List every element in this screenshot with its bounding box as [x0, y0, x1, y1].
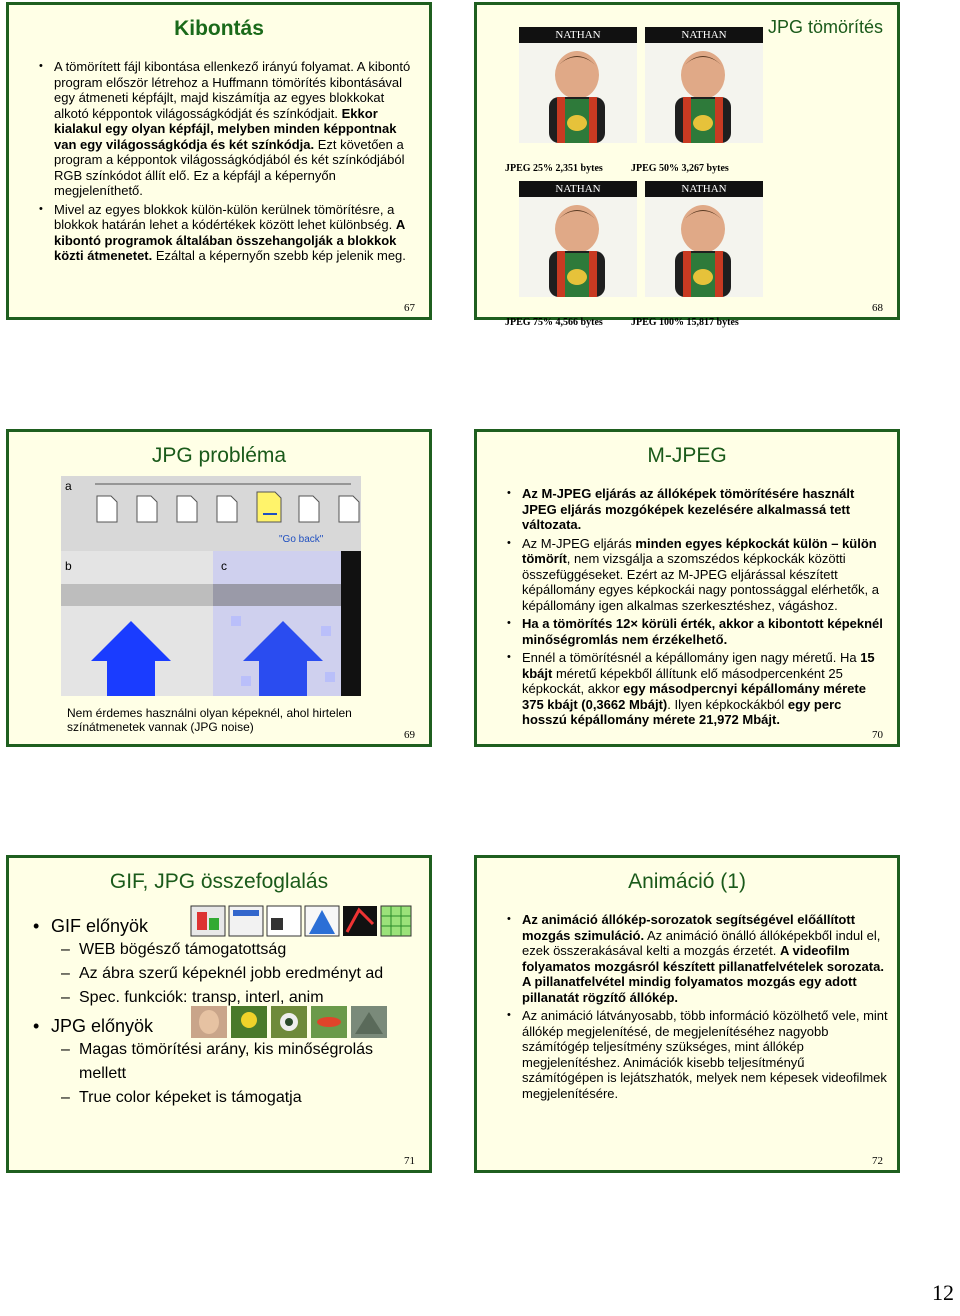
- slide-number: 68: [872, 302, 883, 314]
- gif-item: – Spec. funkciók: transp, interl, anim: [31, 986, 421, 1010]
- bullet-list: [505, 912, 889, 1104]
- text: Ennél a tömörítésnél a képállomány igen nagy méretű. Ha: [522, 650, 861, 665]
- gif-advantages-heading: • GIF előnyök: [31, 914, 421, 938]
- photo-caption: JPEG 100% 15,817 bytes: [631, 317, 739, 328]
- jpg-example-strip: [191, 1004, 411, 1040]
- bullet-item: [522, 616, 889, 647]
- photo-label: NATHAN: [645, 27, 763, 43]
- slide-72: [474, 855, 900, 1173]
- text: Az animáció önálló állóképekből indul el, ezek összerakásával kelti a mozgás érzetét.: [522, 927, 881, 958]
- panel-a-label: a: [65, 479, 72, 493]
- gif-item: – Az ábra szerű képeknél jobb eredményt ad: [31, 962, 421, 986]
- bold-text: A kibontó programok általában összehangolják a blokkok közti átmenetet.: [54, 217, 405, 263]
- text: Az M-JPEG eljárás: [522, 535, 636, 551]
- slide-title: Kibontás: [174, 17, 264, 40]
- text: Mivel az egyes blokkok külön-külön kerülnek tömörítésre, a blokkok határán lehet a kódértékek között lehet különbség.: [54, 201, 396, 232]
- jpg-item: – True color képeket is támogatja: [31, 1086, 421, 1110]
- text: méretű képekből állítunk elő másodpercenként 25 képkockát, akkor: [522, 665, 843, 696]
- jpg-advantages-heading: • JPG előnyök: [31, 1014, 421, 1038]
- bold-text: egy perc hosszú képállomány mérete 21,972 Mbájt.: [522, 696, 842, 727]
- photo-jpeg-50: [631, 27, 763, 174]
- photo-caption: JPEG 50% 3,267 bytes: [631, 163, 729, 174]
- child-photo: [645, 197, 763, 297]
- photo-caption: JPEG 25% 2,351 bytes: [505, 163, 603, 174]
- bullet-item: [522, 1008, 889, 1101]
- photo-label: NATHAN: [519, 181, 637, 197]
- bullet-item: [522, 912, 889, 1005]
- text: Az animáció látványosabb, több információ közölhető vele, mint állókép megjelenítésé, de megjelenítéséhez nagyobb számítógép teljesítmény szükséges, mint állókép megjelenítéshez. Animációk kisebb teljesítményű számítógépen is lejátszhatók, melyek nem képesek videofilmek megjelenítésére.: [522, 1008, 888, 1101]
- bullet-item: [522, 650, 889, 728]
- child-photo: [519, 197, 637, 297]
- slide-number: 70: [872, 729, 883, 741]
- bold-text: Az animáció állókép-sorozatok segítségével előállított mozgás szimuláció.: [522, 912, 856, 943]
- jpg-noise-figure: [61, 476, 369, 700]
- slide-number: 67: [404, 302, 415, 314]
- photo-caption: JPEG 75% 4,566 bytes: [505, 317, 603, 328]
- bold-text: Ha a tömörítés 12× körüli érték, akkor a kibontott képeknél minőségromlás nem érzékelhető.: [522, 616, 883, 647]
- slide-title: JPG tömörítés: [767, 17, 883, 37]
- slide-title: JPG probléma: [151, 444, 287, 467]
- photo-jpeg-100: [631, 181, 763, 328]
- bold-text: minden egyes képkockát külön – külön tömörít: [522, 535, 877, 566]
- text: , nem vizsgálja a szomszédos képkockák közötti összefüggéseket. Ezért az M-JPEG eljárással készített képállomány egyes képkockái nagy pontossággal elérhetők, a képállomány igen alkalmas szerkesztéshez, vágáshoz.: [522, 551, 880, 613]
- photo-label: NATHAN: [645, 181, 763, 197]
- slide-70: [474, 429, 900, 747]
- slide-71: [6, 855, 432, 1173]
- slide-number: 69: [404, 729, 415, 741]
- child-photo: [645, 43, 763, 143]
- photo-jpeg-25: [505, 27, 637, 174]
- bold-text: egy másodpercnyi képállomány mérete 375 kbájt (0,3662 Mbájt): [522, 681, 866, 712]
- bold-text: A videofilm folyamatos mozgásról készített pillanatfelvételek sorozata. A pillanatfelvétel mindig folyamatos mozgás egy adott pillanatát rögzítő állókép.: [522, 943, 884, 1005]
- bold-text: 15 kbájt: [522, 650, 875, 681]
- bullet-item: [54, 59, 417, 199]
- bullet-item: [54, 202, 417, 264]
- text: A tömörített fájl kibontása ellenkező irányú folyamat. A kibontó program először létrehoz a Huffmann tömörítés kibontásával egy átmeneti képfájlt, majd kiszámítja az egyes blokkokat alkotó képpontok világosságkódját és színkódjait.: [54, 59, 411, 121]
- slide-68: [474, 2, 900, 328]
- panel-b-label: b: [65, 559, 72, 573]
- go-back-label: "Go back": [279, 534, 324, 545]
- slide-title: M-JPEG: [647, 444, 727, 467]
- gif-item: – WEB bögésző támogatottság: [31, 938, 421, 962]
- slide-title: Animáció (1): [628, 870, 746, 893]
- bullet-list: [505, 486, 889, 731]
- figure-caption: Nem érdemes használni olyan képeknél, ahol hirtelen színátmenetek vannak (JPG noise): [67, 706, 352, 734]
- bullet-item: [522, 486, 889, 533]
- bold-text: Ekkor kialakul egy olyan képfájl, melyben minden képpontnak van egy világosságkódja és két színkódja.: [54, 105, 397, 152]
- child-photo: [519, 43, 637, 143]
- gif-example-strip: [191, 904, 411, 940]
- jpg-item: – Magas tömörítési arány, kis minőségrolás mellett: [31, 1038, 421, 1086]
- text: Ezáltal a képernyőn szebb kép jelenik meg.: [152, 248, 406, 263]
- text: Ezt követően a program a képpontok világosságkódjából és két színkódjából RGB színkódot állít elő. Ez a képfájl a képernyőn megjeleníthető.: [54, 136, 405, 198]
- slide-69: [6, 429, 432, 747]
- slide-number: 72: [872, 1155, 883, 1167]
- bullet-list: [37, 59, 417, 267]
- slide-67: [6, 2, 432, 320]
- bullet-item: [522, 536, 889, 614]
- bold-text: Az M-JPEG eljárás az állóképek tömörítésére használt JPEG eljárás mozgóképek kezelésére alkalmassá tett változata.: [522, 486, 855, 532]
- slide-number: 71: [404, 1155, 415, 1167]
- page-number: 12: [932, 1280, 954, 1305]
- text: . Ilyen képkockákból: [667, 696, 788, 712]
- panel-c-label: c: [221, 559, 227, 573]
- photo-jpeg-75: [505, 181, 637, 328]
- slide-title: GIF, JPG összefoglalás: [109, 870, 329, 893]
- photo-label: NATHAN: [519, 27, 637, 43]
